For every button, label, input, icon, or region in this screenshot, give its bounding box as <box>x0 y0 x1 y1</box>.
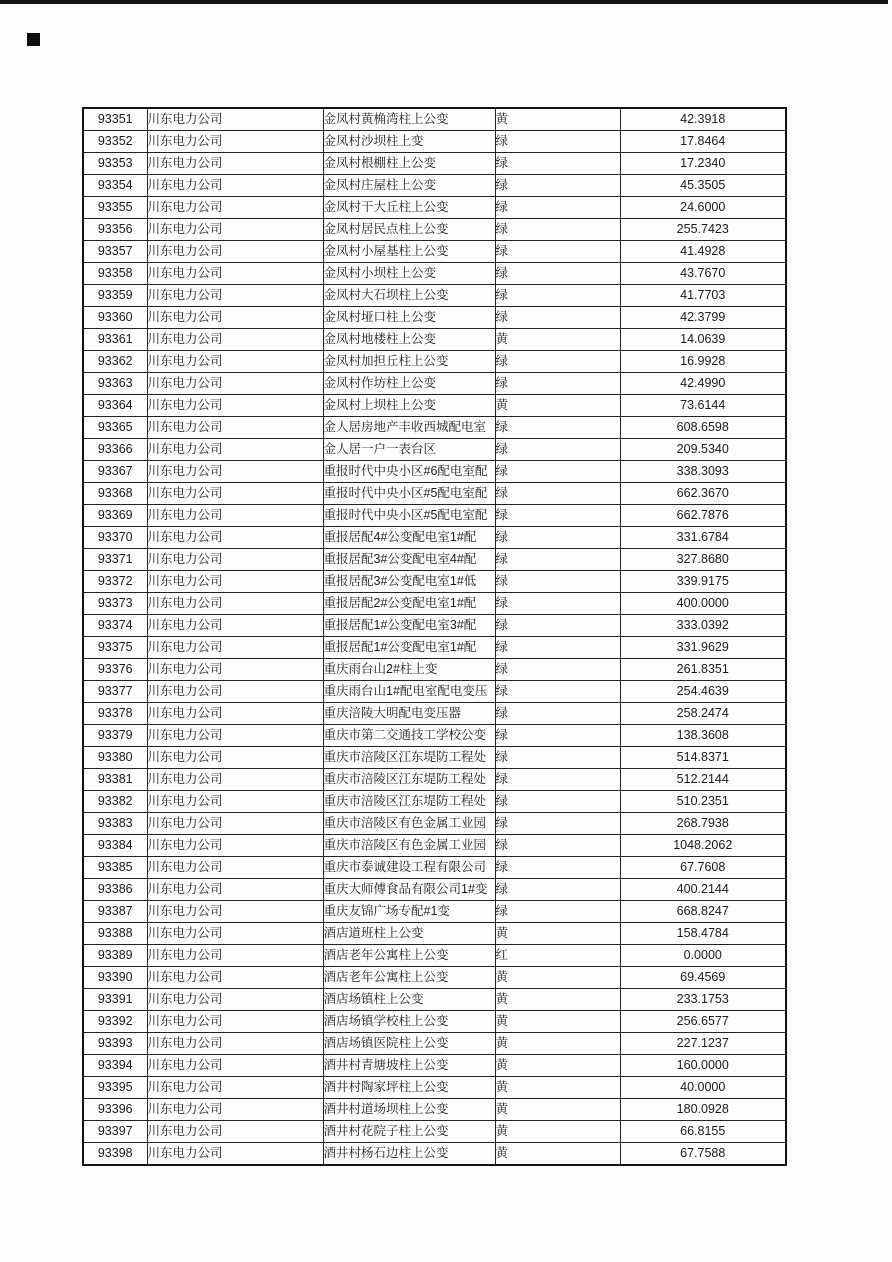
cell-status: 绿 <box>495 637 620 659</box>
cell-company: 川东电力公司 <box>147 263 323 285</box>
cell-status: 绿 <box>495 791 620 813</box>
cell-company: 川东电力公司 <box>147 329 323 351</box>
cell-id: 93392 <box>83 1011 147 1033</box>
cell-company: 川东电力公司 <box>147 461 323 483</box>
cell-company: 川东电力公司 <box>147 505 323 527</box>
cell-station: 金凤村地楼柱上公变 <box>323 329 495 351</box>
cell-company: 川东电力公司 <box>147 659 323 681</box>
table-row <box>83 1099 786 1121</box>
cell-value: 138.3608 <box>620 725 786 747</box>
cell-status: 绿 <box>495 593 620 615</box>
cell-station: 酒井村杨石边柱上公变 <box>323 1143 495 1166</box>
cell-status: 黄 <box>495 923 620 945</box>
table-row <box>83 901 786 923</box>
cell-id: 93396 <box>83 1099 147 1121</box>
cell-status: 绿 <box>495 131 620 153</box>
cell-id: 93351 <box>83 108 147 131</box>
cell-company: 川东电力公司 <box>147 108 323 131</box>
cell-id: 93395 <box>83 1077 147 1099</box>
cell-company: 川东电力公司 <box>147 593 323 615</box>
table-row <box>83 1011 786 1033</box>
cell-company: 川东电力公司 <box>147 483 323 505</box>
cell-status: 绿 <box>495 659 620 681</box>
cell-status: 黄 <box>495 1033 620 1055</box>
table-row <box>83 527 786 549</box>
cell-station: 酒店场镇学校柱上公变 <box>323 1011 495 1033</box>
table-row <box>83 285 786 307</box>
cell-status: 绿 <box>495 505 620 527</box>
cell-id: 93357 <box>83 241 147 263</box>
cell-status: 绿 <box>495 857 620 879</box>
cell-value: 339.9175 <box>620 571 786 593</box>
cell-station: 金凤村上坝柱上公变 <box>323 395 495 417</box>
cell-value: 209.5340 <box>620 439 786 461</box>
cell-id: 93384 <box>83 835 147 857</box>
table-row <box>83 505 786 527</box>
cell-station: 重庆市泰诚建设工程有限公司 <box>323 857 495 879</box>
cell-status: 绿 <box>495 241 620 263</box>
cell-value: 512.2144 <box>620 769 786 791</box>
table-row <box>83 681 786 703</box>
cell-status: 绿 <box>495 681 620 703</box>
cell-id: 93387 <box>83 901 147 923</box>
cell-value: 233.1753 <box>620 989 786 1011</box>
cell-station: 酒井村道场坝柱上公变 <box>323 1099 495 1121</box>
cell-status: 绿 <box>495 285 620 307</box>
cell-id: 93397 <box>83 1121 147 1143</box>
table-row <box>83 813 786 835</box>
cell-station: 金凤村黄桷湾柱上公变 <box>323 108 495 131</box>
cell-station: 酒井村陶家坪柱上公变 <box>323 1077 495 1099</box>
cell-company: 川东电力公司 <box>147 945 323 967</box>
cell-status: 绿 <box>495 373 620 395</box>
cell-station: 金凤村根棚柱上公变 <box>323 153 495 175</box>
cell-id: 93369 <box>83 505 147 527</box>
cell-value: 158.4784 <box>620 923 786 945</box>
cell-station: 重报居配2#公变配电室1#配 <box>323 593 495 615</box>
cell-id: 93354 <box>83 175 147 197</box>
cell-id: 93382 <box>83 791 147 813</box>
cell-status: 绿 <box>495 175 620 197</box>
cell-company: 川东电力公司 <box>147 527 323 549</box>
table-row <box>83 461 786 483</box>
cell-company: 川东电力公司 <box>147 1033 323 1055</box>
cell-station: 金凤村干大丘柱上公变 <box>323 197 495 219</box>
cell-status: 黄 <box>495 1143 620 1166</box>
cell-status: 绿 <box>495 549 620 571</box>
cell-id: 93358 <box>83 263 147 285</box>
cell-station: 重庆市涪陵区江东堤防工程处 <box>323 747 495 769</box>
cell-station: 酒店场镇柱上公变 <box>323 989 495 1011</box>
table-row <box>83 417 786 439</box>
cell-company: 川东电力公司 <box>147 153 323 175</box>
table-row <box>83 1143 786 1166</box>
cell-company: 川东电力公司 <box>147 725 323 747</box>
table-row <box>83 923 786 945</box>
cell-value: 258.2474 <box>620 703 786 725</box>
cell-status: 绿 <box>495 527 620 549</box>
table-row <box>83 857 786 879</box>
cell-value: 400.0000 <box>620 593 786 615</box>
table-row <box>83 483 786 505</box>
table-row <box>83 945 786 967</box>
cell-status: 绿 <box>495 835 620 857</box>
cell-value: 41.7703 <box>620 285 786 307</box>
cell-id: 93365 <box>83 417 147 439</box>
cell-status: 黄 <box>495 1011 620 1033</box>
table-row <box>83 593 786 615</box>
cell-value: 331.9629 <box>620 637 786 659</box>
cell-id: 93367 <box>83 461 147 483</box>
cell-status: 绿 <box>495 263 620 285</box>
page-top-border <box>0 0 888 4</box>
cell-station: 重庆大师傅食品有限公司1#变 <box>323 879 495 901</box>
cell-value: 254.4639 <box>620 681 786 703</box>
transformer-load-table <box>82 107 787 1166</box>
cell-id: 93381 <box>83 769 147 791</box>
cell-status: 绿 <box>495 483 620 505</box>
cell-station: 金人居一户一表台区 <box>323 439 495 461</box>
cell-company: 川东电力公司 <box>147 967 323 989</box>
cell-id: 93371 <box>83 549 147 571</box>
cell-id: 93360 <box>83 307 147 329</box>
cell-id: 93352 <box>83 131 147 153</box>
cell-id: 93377 <box>83 681 147 703</box>
cell-company: 川东电力公司 <box>147 373 323 395</box>
cell-status: 绿 <box>495 351 620 373</box>
cell-station: 重庆市第二交通技工学校公变 <box>323 725 495 747</box>
cell-station: 金凤村小坝柱上公变 <box>323 263 495 285</box>
cell-value: 333.0392 <box>620 615 786 637</box>
cell-value: 338.3093 <box>620 461 786 483</box>
cell-value: 45.3505 <box>620 175 786 197</box>
cell-station: 金凤村作坊柱上公变 <box>323 373 495 395</box>
cell-value: 16.9928 <box>620 351 786 373</box>
cell-station: 重报居配1#公变配电室1#配 <box>323 637 495 659</box>
cell-id: 93380 <box>83 747 147 769</box>
cell-value: 662.3670 <box>620 483 786 505</box>
cell-id: 93361 <box>83 329 147 351</box>
table-row <box>83 571 786 593</box>
cell-id: 93364 <box>83 395 147 417</box>
table-row <box>83 703 786 725</box>
table-row <box>83 791 786 813</box>
cell-company: 川东电力公司 <box>147 285 323 307</box>
cell-station: 重庆友锦广场专配#1变 <box>323 901 495 923</box>
cell-value: 42.3918 <box>620 108 786 131</box>
cell-station: 酒店老年公寓柱上公变 <box>323 945 495 967</box>
cell-value: 42.4990 <box>620 373 786 395</box>
cell-value: 160.0000 <box>620 1055 786 1077</box>
table-row <box>83 769 786 791</box>
cell-id: 93370 <box>83 527 147 549</box>
cell-value: 268.7938 <box>620 813 786 835</box>
cell-station: 酒店场镇医院柱上公变 <box>323 1033 495 1055</box>
cell-status: 绿 <box>495 879 620 901</box>
cell-id: 93376 <box>83 659 147 681</box>
table-row <box>83 197 786 219</box>
cell-status: 黄 <box>495 1099 620 1121</box>
cell-value: 261.8351 <box>620 659 786 681</box>
cell-value: 608.6598 <box>620 417 786 439</box>
table-row <box>83 175 786 197</box>
cell-value: 227.1237 <box>620 1033 786 1055</box>
table-row <box>83 241 786 263</box>
cell-id: 93393 <box>83 1033 147 1055</box>
cell-id: 93389 <box>83 945 147 967</box>
cell-id: 93394 <box>83 1055 147 1077</box>
cell-station: 酒店老年公寓柱上公变 <box>323 967 495 989</box>
cell-company: 川东电力公司 <box>147 813 323 835</box>
cell-station: 酒店道班柱上公变 <box>323 923 495 945</box>
cell-value: 514.8371 <box>620 747 786 769</box>
cell-company: 川东电力公司 <box>147 417 323 439</box>
cell-company: 川东电力公司 <box>147 549 323 571</box>
cell-station: 重庆涪陵大明配电变压器 <box>323 703 495 725</box>
table-row <box>83 307 786 329</box>
cell-status: 黄 <box>495 989 620 1011</box>
cell-status: 绿 <box>495 813 620 835</box>
cell-status: 绿 <box>495 153 620 175</box>
cell-company: 川东电力公司 <box>147 197 323 219</box>
cell-id: 93383 <box>83 813 147 835</box>
cell-company: 川东电力公司 <box>147 923 323 945</box>
cell-company: 川东电力公司 <box>147 439 323 461</box>
cell-id: 93398 <box>83 1143 147 1166</box>
cell-value: 668.8247 <box>620 901 786 923</box>
cell-id: 93372 <box>83 571 147 593</box>
table-row <box>83 1121 786 1143</box>
cell-id: 93391 <box>83 989 147 1011</box>
cell-id: 93356 <box>83 219 147 241</box>
cell-company: 川东电力公司 <box>147 681 323 703</box>
cell-status: 黄 <box>495 1055 620 1077</box>
cell-value: 24.6000 <box>620 197 786 219</box>
cell-company: 川东电力公司 <box>147 835 323 857</box>
cell-status: 红 <box>495 945 620 967</box>
cell-status: 黄 <box>495 395 620 417</box>
cell-id: 93385 <box>83 857 147 879</box>
cell-value: 662.7876 <box>620 505 786 527</box>
cell-company: 川东电力公司 <box>147 637 323 659</box>
cell-station: 重庆市涪陵区有色金属工业园 <box>323 835 495 857</box>
cell-status: 绿 <box>495 571 620 593</box>
cell-value: 0.0000 <box>620 945 786 967</box>
cell-status: 绿 <box>495 703 620 725</box>
table-row <box>83 879 786 901</box>
cell-value: 43.7670 <box>620 263 786 285</box>
cell-company: 川东电力公司 <box>147 769 323 791</box>
cell-company: 川东电力公司 <box>147 747 323 769</box>
cell-company: 川东电力公司 <box>147 571 323 593</box>
cell-value: 510.2351 <box>620 791 786 813</box>
cell-id: 93373 <box>83 593 147 615</box>
cell-status: 绿 <box>495 747 620 769</box>
table-row <box>83 153 786 175</box>
cell-id: 93378 <box>83 703 147 725</box>
cell-company: 川东电力公司 <box>147 1121 323 1143</box>
table-row <box>83 615 786 637</box>
cell-value: 42.3799 <box>620 307 786 329</box>
cell-company: 川东电力公司 <box>147 307 323 329</box>
cell-value: 73.6144 <box>620 395 786 417</box>
cell-station: 重报居配4#公变配电室1#配 <box>323 527 495 549</box>
cell-value: 67.7608 <box>620 857 786 879</box>
cell-company: 川东电力公司 <box>147 175 323 197</box>
cell-status: 黄 <box>495 108 620 131</box>
cell-value: 255.7423 <box>620 219 786 241</box>
cell-value: 69.4569 <box>620 967 786 989</box>
cell-status: 黄 <box>495 967 620 989</box>
table-row <box>83 967 786 989</box>
cell-status: 绿 <box>495 769 620 791</box>
cell-value: 17.8464 <box>620 131 786 153</box>
cell-company: 川东电力公司 <box>147 857 323 879</box>
table-row <box>83 747 786 769</box>
cell-company: 川东电力公司 <box>147 901 323 923</box>
cell-value: 41.4928 <box>620 241 786 263</box>
cell-station: 重报居配3#公变配电室4#配 <box>323 549 495 571</box>
cell-value: 1048.2062 <box>620 835 786 857</box>
cell-company: 川东电力公司 <box>147 219 323 241</box>
cell-value: 327.8680 <box>620 549 786 571</box>
cell-company: 川东电力公司 <box>147 395 323 417</box>
cell-id: 93366 <box>83 439 147 461</box>
cell-company: 川东电力公司 <box>147 351 323 373</box>
cell-status: 黄 <box>495 329 620 351</box>
cell-station: 重报时代中央小区#5配电室配 <box>323 483 495 505</box>
cell-value: 40.0000 <box>620 1077 786 1099</box>
cell-company: 川东电力公司 <box>147 989 323 1011</box>
cell-company: 川东电力公司 <box>147 131 323 153</box>
cell-id: 93375 <box>83 637 147 659</box>
table-row <box>83 108 786 131</box>
cell-status: 绿 <box>495 219 620 241</box>
cell-station: 重庆雨台山2#柱上变 <box>323 659 495 681</box>
cell-company: 川东电力公司 <box>147 879 323 901</box>
cell-id: 93363 <box>83 373 147 395</box>
cell-company: 川东电力公司 <box>147 1011 323 1033</box>
cell-station: 酒井村花院子柱上公变 <box>323 1121 495 1143</box>
cell-id: 93355 <box>83 197 147 219</box>
cell-company: 川东电力公司 <box>147 615 323 637</box>
cell-company: 川东电力公司 <box>147 1099 323 1121</box>
cell-station: 重报时代中央小区#5配电室配 <box>323 505 495 527</box>
cell-company: 川东电力公司 <box>147 703 323 725</box>
table-row <box>83 549 786 571</box>
table-row <box>83 351 786 373</box>
cell-company: 川东电力公司 <box>147 241 323 263</box>
cell-value: 14.0639 <box>620 329 786 351</box>
cell-status: 绿 <box>495 307 620 329</box>
table-row <box>83 395 786 417</box>
cell-status: 绿 <box>495 197 620 219</box>
cell-id: 93359 <box>83 285 147 307</box>
table-row <box>83 659 786 681</box>
cell-station: 金凤村垭口柱上公变 <box>323 307 495 329</box>
cell-company: 川东电力公司 <box>147 1077 323 1099</box>
table-row <box>83 219 786 241</box>
table-body <box>83 108 786 1165</box>
cell-company: 川东电力公司 <box>147 791 323 813</box>
table-row <box>83 1033 786 1055</box>
cell-status: 黄 <box>495 1077 620 1099</box>
cell-station: 重庆市涪陵区江东堤防工程处 <box>323 769 495 791</box>
cell-id: 93386 <box>83 879 147 901</box>
table-row <box>83 835 786 857</box>
cell-station: 重报居配3#公变配电室1#低 <box>323 571 495 593</box>
cell-value: 400.2144 <box>620 879 786 901</box>
cell-station: 金凤村居民点柱上公变 <box>323 219 495 241</box>
cell-station: 金凤村加担丘柱上公变 <box>323 351 495 373</box>
cell-station: 金凤村小屋基柱上公变 <box>323 241 495 263</box>
cell-id: 93388 <box>83 923 147 945</box>
cell-status: 绿 <box>495 417 620 439</box>
cell-status: 绿 <box>495 461 620 483</box>
cell-company: 川东电力公司 <box>147 1143 323 1166</box>
cell-station: 重报时代中央小区#6配电室配 <box>323 461 495 483</box>
page-corner-mark <box>27 33 40 46</box>
cell-value: 331.6784 <box>620 527 786 549</box>
cell-value: 67.7588 <box>620 1143 786 1166</box>
table-row <box>83 329 786 351</box>
cell-value: 17.2340 <box>620 153 786 175</box>
table-row <box>83 1077 786 1099</box>
table-row <box>83 439 786 461</box>
cell-company: 川东电力公司 <box>147 1055 323 1077</box>
cell-station: 金人居房地产丰收西城配电室 <box>323 417 495 439</box>
table-row <box>83 1055 786 1077</box>
cell-station: 金凤村庄屋柱上公变 <box>323 175 495 197</box>
cell-id: 93353 <box>83 153 147 175</box>
cell-station: 酒井村青塘坡柱上公变 <box>323 1055 495 1077</box>
cell-station: 重庆雨台山1#配电室配电变压 <box>323 681 495 703</box>
cell-id: 93368 <box>83 483 147 505</box>
table-row <box>83 989 786 1011</box>
cell-value: 66.8155 <box>620 1121 786 1143</box>
cell-id: 93390 <box>83 967 147 989</box>
table-row <box>83 725 786 747</box>
cell-station: 重庆市涪陵区有色金属工业园 <box>323 813 495 835</box>
table-row <box>83 131 786 153</box>
table-row <box>83 373 786 395</box>
cell-status: 绿 <box>495 615 620 637</box>
cell-status: 绿 <box>495 901 620 923</box>
table-row <box>83 263 786 285</box>
cell-id: 93362 <box>83 351 147 373</box>
cell-value: 256.6577 <box>620 1011 786 1033</box>
table-row <box>83 637 786 659</box>
cell-station: 重庆市涪陵区江东堤防工程处 <box>323 791 495 813</box>
cell-id: 93379 <box>83 725 147 747</box>
cell-station: 重报居配1#公变配电室3#配 <box>323 615 495 637</box>
cell-status: 绿 <box>495 725 620 747</box>
cell-station: 金凤村沙坝柱上变 <box>323 131 495 153</box>
cell-id: 93374 <box>83 615 147 637</box>
cell-value: 180.0928 <box>620 1099 786 1121</box>
cell-status: 绿 <box>495 439 620 461</box>
cell-station: 金凤村大石坝柱上公变 <box>323 285 495 307</box>
cell-status: 黄 <box>495 1121 620 1143</box>
